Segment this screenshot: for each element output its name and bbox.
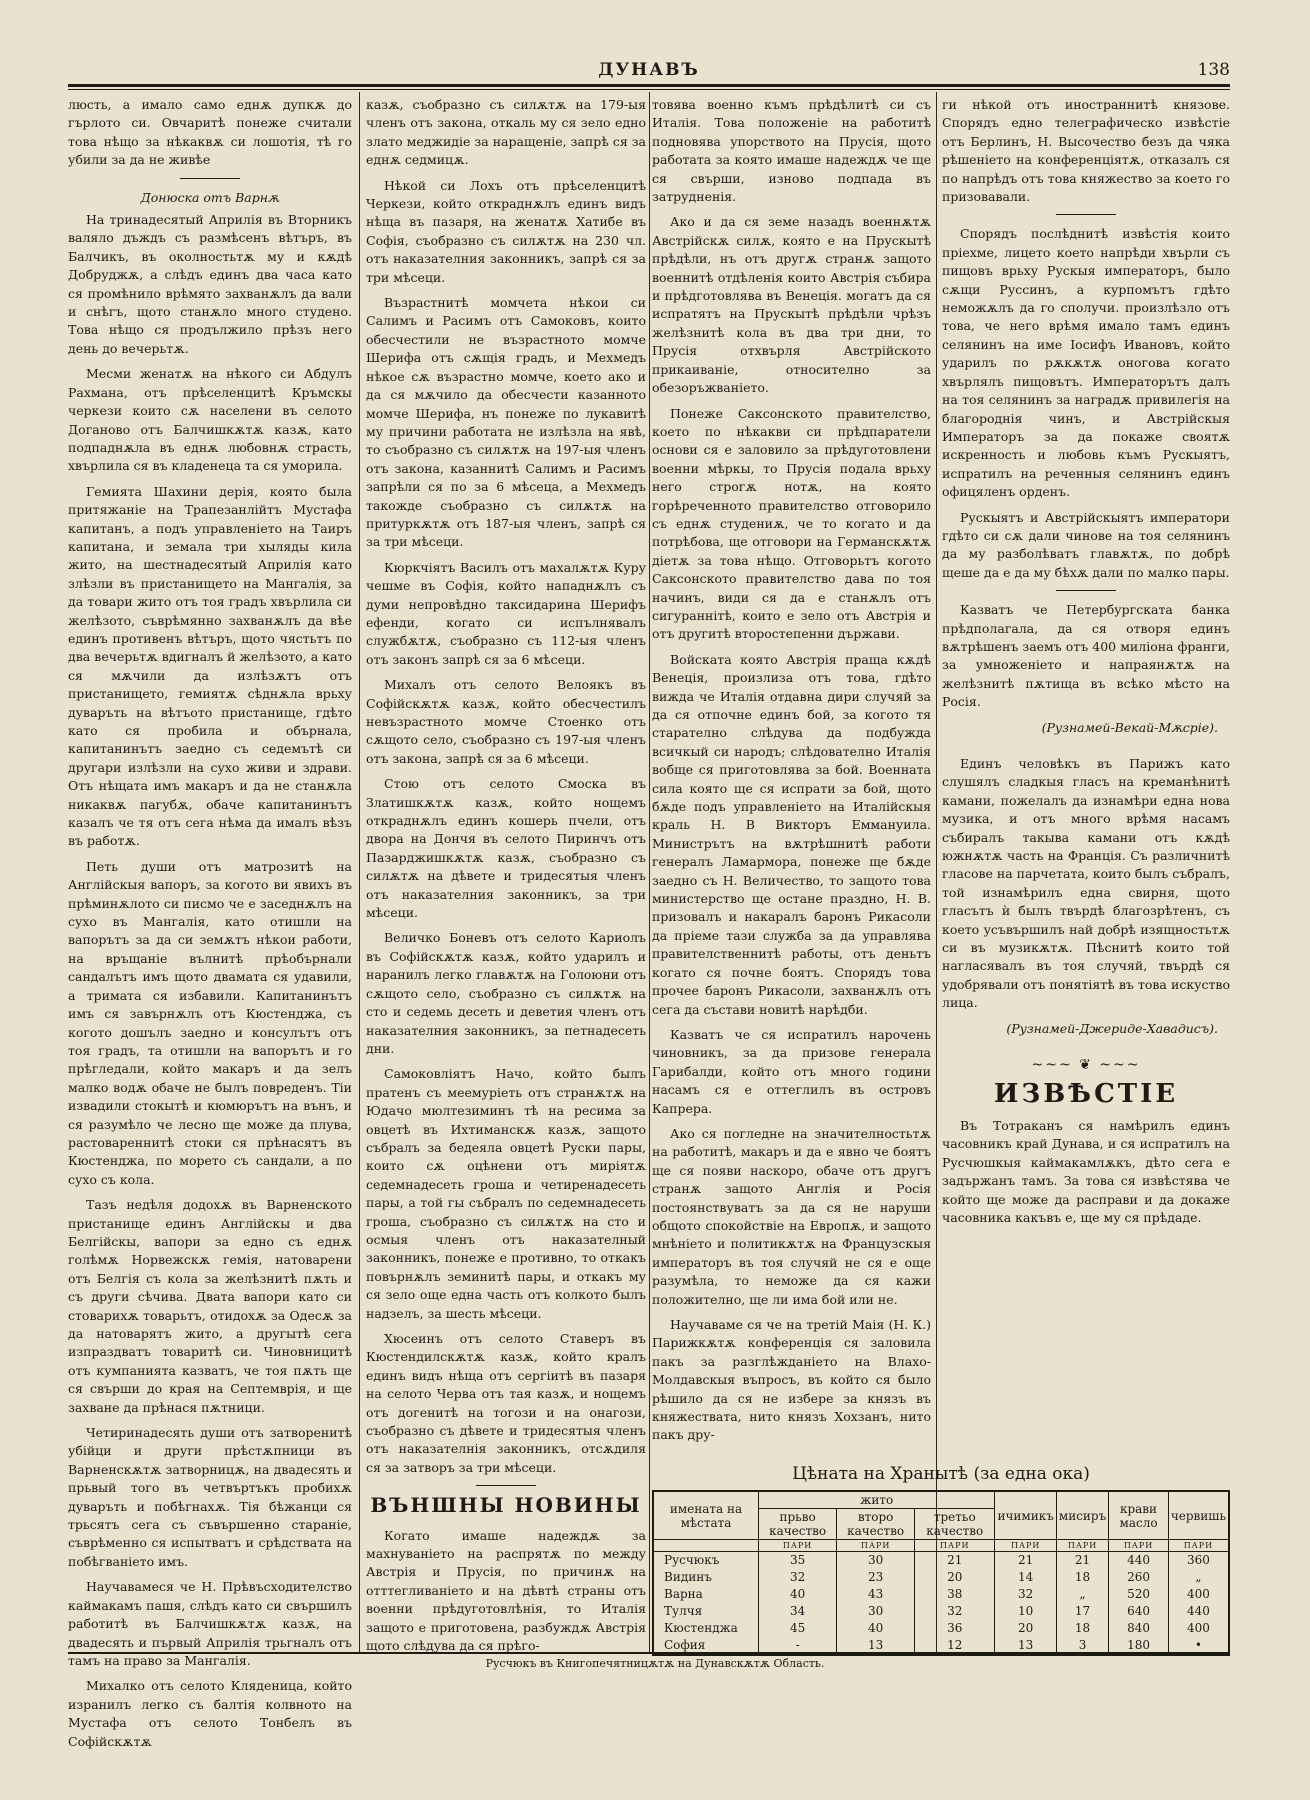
paragraph: Ако ся погледне на значителностьтѫ на работитѣ, макаръ и да е явно че боятъ ще ся появи наскоро, обаче отъ другъ странѫ защото Англія и Росія постоянствуватъ за да ся не наруши общото спокойствіе на Европѫ, и защото мнѣніето и политикѫтѫ на Французскыя императоръ въ тоя случяй не ся е още разумѣла, то неможе да ся кажи положително, ще ли има бой или не. (652, 1125, 931, 1307)
paragraph: Войската която Австрія праща кѫдѣ Венеція, произлиза отъ това, гдѣто вижда че Италія отдавна дири случяй за да ся отпочне единъ бой, за когото тя старателно слѣдува да подбужда всичкый си народъ; слѣдователно Италія вобще ся приготовлява за бой. Военната сила която ще ся испрати за бой, щото бѫде подъ управленіето на Италійскыя краль Н. В Викторъ Еммануила. Министрътъ на вѫтрѣшнитѣ работи генералъ Ламармора, понеже ще бѫде заедно съ Н. Величество, то защото това министерство ще остане праздно, Н. В. призовалъ и накаралъ баронъ Рикасоли да пріеме тази служба за да управлява правителственнитѣ работы, отъ деньтъ когато ся почне боятъ. Спорядъ това прочее баронъ Рикасоли, захванѫлъ отъ сега да състави новитѣ нарѣдби. (652, 651, 931, 1017)
price-cell: 440 (1109, 1552, 1169, 1570)
paragraph: Стою отъ селото Смоска въ Златишкѫтѫ казѫ, който нощемъ откраднѫлъ единъ кошерь пчели, отъ двора на Дончя въ селото Пиринчъ отъ Пазарджишкѫтѫ казѫ, съобразно съ силѫтѫ на дѣвете и тридесятыя членъ отъ наказателния законникъ, за три мѣсеци. (366, 776, 646, 921)
separator (476, 1485, 536, 1486)
price-cell: 45 (759, 1620, 837, 1637)
masthead-rule-thin (68, 89, 1230, 90)
table-row (653, 1552, 1229, 1570)
paragraph: ги нѣкой отъ иностраннитѣ князове. Спорядъ едно телеграфическо извѣстіе отъ Берлинъ, Н. Высочество безъ да чяка рѣшеніето на конференціятѫ, отказалъ ся по напрѣдъ отъ това княжество за което го призовавали. (942, 97, 1230, 205)
price-cell: 38 (915, 1586, 995, 1603)
paragraph: Понеже Саксонското правителство, което по нѣкакви си прѣдпаратели основи ся е заловило за прѣдуготовлени военни мѣркы, то Прусія подала врьху него строгѫ нотѫ, на която горѣреченното правителство отговорило съ еднѫ студениѫ, че то когато и да потрѣбова, ще отговори на Германскѫтѫ діетѫ за това нѣщо. Отговорьтъ когото Саксонското правителство дава по тоя начинъ, види ся да е станѫлъ отъ сигураннітѣ, които е зело отъ Австрія и отъ другитѣ второстепенни държави. (652, 405, 931, 642)
paragraph: казѫ, съобразно съ силѫтѫ на 179-ыя членъ отъ закона, откаль му ся зело едно злато меджидіе за наращеніе, запрѣ ся за еднѫ седмицѫ. (366, 97, 646, 168)
header-q3: третьо качество (915, 1509, 995, 1540)
price-cell: 20 (915, 1569, 995, 1586)
paragraph: Възрастнитѣ момчета нѣкои си Салимъ и Расимъ отъ Самоковъ, които обесчестили не възрастното момче Шерифа отъ сѫщія градъ, и Мехмедъ нѣкое сѫ възрастно момче, което ако и да ся мѫчило да обесчести казанното момче Шерифа, нъ понеже по лукавитѣ му причини работата не излѣзла на явѣ, то съобразно съ силѫтѫ на 197-ыя членъ отъ закона, казаннитѣ Салимъ и Расимъ запрѣли ся по за 6 мѣсеца, а Мехмедъ такожде съобразно съ силѫтѫ на притуркѫтѫ отъ 187-ыя членъ, запрѣ ся за три мѣсеци. (366, 295, 646, 550)
unit-cell (653, 1540, 759, 1552)
paragraph: Когато имаше надеждѫ за махнуваніето на распрятѫ по между Австрія и Прусія, по причинѫ на отттегливаніето и на дѣвтѣ страны отъ военни прѣдуготовлѣнія, то Италія защото е приготовена, разбуждѫ Австрія щото слѣдува да ся прѣго- (366, 1527, 646, 1654)
price-cell: 43 (837, 1586, 915, 1603)
price-cell: 12 (915, 1637, 995, 1655)
unit-cell: ПАРИ (759, 1540, 837, 1552)
paragraph: Казватъ че ся испратилъ нарочень чиновникъ, за да призове генерала Гарибалди, който отъ много години насамъ ся е оттеглилъ въ островъ Капрера. (652, 1026, 931, 1116)
column-3 (652, 96, 931, 1456)
header-butter: крави масло (1109, 1491, 1169, 1540)
newspaper-title: ДУНАВЪ (598, 60, 700, 80)
place-cell: Видинъ (653, 1569, 759, 1586)
paragraph: Тазъ недѣля додохѫ въ Варненското пристанище единъ Англійскы и два Белгійскы, вапори за едно съ еднѫ голѣмѫ Норвежскѫ гемія, натоварени отъ Белгія съ кола за желѣзнитѣ пѫть и съ други сѣчива. Двата вапори като си стоварихѫ товарьтъ, отидохѫ за Одесѫ за да натоварятъ жито, а другытѣ сега изпраздватъ товаритѣ си. Чиновницитѣ отъ кумпанията казватъ, че тоя пѫть ще ся свърши до края на Септемврія, и ще захване да прѣнася пѫтници. (68, 1197, 352, 1415)
paragraph: Петь души отъ матрозитѣ на Англійскыя вапоръ, за когото ви явихъ въ прѣминѫлото си писмо че е заседнѫлъ на сухо въ Мангалія, като отишли на вапорътъ за да си земѫтъ нѣкои работи, на връщаніе вълнитѣ прѣобърнали сандалътъ имъ щото двамата ся удавили, а тримата ся избавили. Капитанинътъ имъ ся завърнѫлъ отъ Кюстенджа, съ когото дошълъ заедно и консулътъ отъ тоя градъ, та отишли на вапорътъ и го прѣгледали, който макаръ и да зелъ малко водѫ обаче не былъ повреденъ. Тіи извадили стокытѣ и кюмюрътъ на вънъ, и ся разумѣло че лесно ще може да плува, растовареннитѣ стоки ся прѣнасятъ въ Кюстенджа, по морето съ сандали, а по сухо съ кола. (68, 858, 352, 1187)
price-cell: 34 (759, 1603, 837, 1620)
price-cell: 13 (837, 1637, 915, 1655)
place-cell: Тулчя (653, 1603, 759, 1620)
unit-cell: ПАРИ (1056, 1540, 1108, 1552)
place-cell: Кюстенджа (653, 1620, 759, 1637)
header-corn: мисиръ (1056, 1491, 1108, 1540)
price-cell: 21 (915, 1552, 995, 1570)
paragraph: Казватъ че Петербургската банка прѣдполагала, да ся отворя единъ вѫтрѣшенъ заемъ отъ 400 миліона франги, за умноженіето и напраянѫтѫ на желѣзнитѣ пѫтища въ всѣко мѣсто на Росія. (942, 602, 1230, 710)
price-cell: 13 (995, 1637, 1056, 1655)
paragraph: Рускыятъ и Австрійскыятъ императори гдѣто си сѫ дали чинове на тоя селянинъ да му разболѣватъ главѫтѫ, по добрѣ щеше да е да му бѣхѫ дали по малко пары. (942, 509, 1230, 580)
paragraph: Ако и да ся земе назадъ военнѫтѫ Австрійскѫ силѫ, която е на Прускытѣ прѣдѣли, нъ отъ другѫ странѫ защото военнитѣ отдѣленія които Австрія събира и прѣдготовлява въ Венеція. могатъ да ся испратятъ на Прускытѣ прѣдѣли чрѣзъ желѣзнитѣ кола въ два три дни, то Прусія отхвърля Австрійското прикаиваніе, относително за обезоръжваніето. (652, 214, 931, 396)
price-cell: - (759, 1637, 837, 1655)
price-cell: 40 (759, 1586, 837, 1603)
footer-rule (68, 1652, 1230, 1654)
separator (180, 178, 240, 179)
unit-cell: ПАРИ (1168, 1540, 1229, 1552)
table-row (653, 1586, 1229, 1603)
column-divider (936, 92, 937, 1652)
ornament-divider: ~~~ ❦ ~~~ (1031, 1057, 1141, 1074)
masthead (68, 58, 1230, 84)
section-heading-foreign-news: ВЪНШНЫ НОВИНЫ (370, 1493, 642, 1518)
page-number: 138 (1197, 60, 1230, 80)
place-cell: Русчюкъ (653, 1552, 759, 1570)
price-cell: 260 (1109, 1569, 1169, 1586)
column-4 (942, 96, 1230, 1456)
paragraph: Въ Тотраканъ ся намѣрилъ единъ часовникъ край Дунава, и ся испратилъ на Русчюшкыя каймакамлѫкъ, дѣто сега е задържанъ тамъ. За това ся извѣстява че който ще може да расправи и да докаже часовника какъвъ е, ще му ся прѣдаде. (942, 1117, 1230, 1225)
section-heading-notice: ИЗВѢСТІЕ (993, 1078, 1179, 1109)
paragraph: Самоковліятъ Начо, който былъ пратенъ съ меемуріеть отъ странѫтѫ на Юдачо мюлтезиминъ тѣ на ресима за овцетѣ въ Ихтиманскѫ казѫ, защото събралъ за бедеяла овцетѣ Руски пары, които сѫ оцѣнени отъ миріятѫ седемнадесеть гроша и четиренадесеть пары, а той гы събралъ по седемнадесеть гроша, съобразно съ силѫтѫ на сто и осмыя членъ отъ наказателный законникъ, понеже е противно, то откакъ повърнѫлъ земинитѣ пары, и откакъ му ся зело още една часть отъ колкото былъ надзелъ, за шесть мѣсеци. (366, 1066, 646, 1321)
price-cell: 30 (837, 1552, 915, 1570)
price-cell: 180 (1109, 1637, 1169, 1655)
paragraph: Научаваме ся че на третій Маія (Н. К.) Парижкѫтѫ конференція ся заловила пакъ за разглѣжданіето на Влахо-Молдавскыя въпросъ, въ който ся было рѣшило да ся не избере за князъ въ княжествата, нито князъ Хохзанъ, нито пакъ дру- (652, 1317, 931, 1443)
column-1 (68, 96, 352, 1749)
header-q2: второ качество (837, 1509, 915, 1540)
table-row (653, 1620, 1229, 1637)
grain-price-table (652, 1464, 1230, 1656)
price-cell: „ (1168, 1569, 1229, 1586)
column-divider (359, 92, 360, 1652)
price-cell: 440 (1168, 1603, 1229, 1620)
price-cell: • (1168, 1637, 1229, 1655)
price-cell: 18 (1056, 1620, 1108, 1637)
paragraph: Гемията Шахини дерія, която была притяжаніе на Трапезанлійтъ Мустафа капитанъ, а подъ управленіето на Таиръ капитана, и земала три хыляды кила жито, на шестнадесятый Априлія като злѣзли въ пристанището на Мангалія, за да товари жито отъ тоя градъ хвърлила си желѣзото, съврѣмянно захванѫлъ да вѣе единъ противенъ вѣтъръ, щото чястьтъ по два вечерьтѫ вдигналъ й желѣзото, а като ся мѫчили да излѣзѫтъ отъ пристанището, гемиятѫ сѣднѫла врьху дуваръть на вѣтъото пристанище, гдѣто като ся пробила и обърнала, капитанинътъ заедно съ седемътѣ си другари излѣзли на сухо живи и здрави. Отъ нѣщата имъ макаръ и да не станѫла никаквѫ пагубѫ, обаче капитанинътъ казалъ че тя отъ сега нѣма да ималъ вѣзъ въ работѫ. (68, 483, 352, 849)
separator (1056, 214, 1116, 215)
paragraph: Нѣкой си Лохъ отъ прѣселенцитѣ Черкези, който откраднѫлъ единъ видъ нѣща въ пазаря, на женатѫ Хатибе въ Софія, съобразно съ силѫтѫ на 230 чл. отъ наказателния законникъ, запрѣ ся за три мѣсеци. (366, 177, 646, 285)
correspondence-heading: Донюска отъ Варнѫ (140, 189, 280, 205)
unit-cell: ПАРИ (837, 1540, 915, 1552)
separator (1056, 590, 1116, 591)
table-row (653, 1603, 1229, 1620)
paragraph: Михалъ отъ селото Велоякъ въ Софійскѫтѫ казѫ, който обесчестилъ невъзрастното момче Стоенко отъ сѫщото село, съобразно съ 197-ыя членъ отъ закона, запрѣ ся за 6 мѣсеци. (366, 677, 646, 766)
paragraph: Спорядъ послѣднитѣ извѣстія които пріехме, лицето което напрѣди хвърли съ пищовъ врьху Рускыя императоръ, было сѫщи Руссинъ, а курпомътъ гдѣто неможѫлъ да го сполучи. произлѣзло отъ това, че него врѣмя имало тамъ единъ селянинъ на име Іосифъ Ивановъ, който ударилъ по рѫкѫтѫ оногова когато хвърлялъ пищовътъ. Императорътъ далъ на тоя селянинъ за наградѫ привилегія на благороднія чинъ, и Австрійскыя Императоръ за да покаже своятѫ искренность и любовь къмъ Рускыятъ, испратилъ на реченныя селянинъ единъ офицяленъ орденъ. (942, 226, 1230, 500)
unit-cell: ПАРИ (1109, 1540, 1169, 1552)
table-row (653, 1569, 1229, 1586)
price-table-title: Цѣната на Хранытѣ (за една ока) (792, 1464, 1090, 1484)
price-cell: 32 (759, 1569, 837, 1586)
price-cell: 32 (915, 1603, 995, 1620)
header-barley: ичимикъ (995, 1491, 1056, 1540)
paragraph: Четиринадесять души отъ затворенитѣ убійци и други прѣстѫпници въ Варненскѫтѫ затворницѫ, на двадесять и прьвый того въ четвъртъкъ пробихѫ дуваръть и побѣгнахѫ. Тія бѣжанци ся трьсятъ сега съ съвършенно стараніе, съврѣменно ся испытватъ и срѣдствата на побѣгваніето имъ. (68, 1425, 352, 1569)
paragraph: люсть, а имало само еднѫ дупкѫ до гърлото си. Овчаритѣ понеже считали това нѣщо за нѣкаквѫ си лошотія, тѣ го убили за да не живѣе (68, 97, 352, 168)
source-attribution: (Рузнамей-Векай-Мѫсріе). (1041, 719, 1218, 735)
printer-imprint: Русчюкъ въ Книгопечятницѫтѫ на Дунавскѫтѫ Область. (485, 1657, 825, 1670)
paragraph: Михалко отъ селото Кляденица, който изранилъ легко съ балтія колвното на Мустафа отъ селото Тонбелъ въ Софійскѫтѫ (68, 1678, 352, 1749)
price-cell: „ (1056, 1586, 1108, 1603)
price-cell: 23 (837, 1569, 915, 1586)
price-cell: 840 (1109, 1620, 1169, 1637)
paragraph: Величко Боневъ отъ селото Кариолъ въ Софійскѫтѫ казѫ, който ударилъ и наранилъ легко главѫтѫ на Голоюни отъ сѫщото село, съобразно съ силѫтѫ на сто и седемь десеть и деветия членъ отъ наказателния законникъ, за петнадесеть дни. (366, 930, 646, 1056)
price-cell: 360 (1168, 1552, 1229, 1570)
column-2 (366, 96, 646, 1654)
price-cell: 10 (995, 1603, 1056, 1620)
header-wheat: жито (759, 1491, 995, 1509)
price-cell: 18 (1056, 1569, 1108, 1586)
price-cell: 640 (1109, 1603, 1169, 1620)
price-table (652, 1490, 1230, 1656)
paragraph: Месми женатѫ на нѣкого си Абдулъ Рахмана, отъ прѣселенцитѣ Кръмскы черкези които сѫ населени въ селото Доганово отъ Балчишкѫтѫ казѫ, като подпаднѫла въ еднѫ любовнѫ страсть, хвърлила ся въ кладенеца та ся уморила. (68, 366, 352, 474)
price-cell: 40 (837, 1620, 915, 1637)
paragraph: Единъ человѣкъ въ Парижъ като слушялъ сладкыя гласъ на кремaнѣнитѣ камани, пожелалъ да изнамѣри една нова музика, и отъ много врѣмя насамъ събиралъ такыва камани отъ кѫдѣ южнѫтѫ часть на Франція. Съ различнитѣ гласове на парчетата, които былъ събралъ, той изнамѣрилъ една свирня, щото гласътъ ѝ былъ твърдѣ благозрѣтенъ, съ което усъвършилъ най добрѣ изящностьтѫ си въ музикѫтѫ. Пѣснитѣ които той нагласявалъ въ тоя случяй, твърдѣ ся удобрявали отъ понятіятѣ въ това искуство лица. (942, 756, 1230, 1011)
price-cell: 400 (1168, 1586, 1229, 1603)
unit-cell: ПАРИ (915, 1540, 995, 1552)
price-cell: 3 (1056, 1637, 1108, 1655)
place-cell: София (653, 1637, 759, 1655)
price-cell: 400 (1168, 1620, 1229, 1637)
price-cell: 35 (759, 1552, 837, 1570)
paragraph: На тринадесятый Априлія въ Вторникъ валяло дъждъ съ размѣсенъ вѣтъръ, въ Балчикъ, въ околностьтѫ му и кѫдѣ Добруджѫ, а слѣдъ единъ два часа като ся промѣнило врѣмято захванѫлъ да вали и снѣгъ, щото станѫло много студено. Това нѣщо ся продължило прѣзъ него день до вечерьтѫ. (68, 212, 352, 356)
unit-cell: ПАРИ (995, 1540, 1056, 1552)
masthead-rule (68, 84, 1230, 87)
price-cell: 520 (1109, 1586, 1169, 1603)
paragraph: Кюркчіятъ Василъ отъ махалѫтѫ Куру чешме въ Софія, който нападнѫлъ съ думи непровѣдно таксидарина Шерифъ ефенди, когато си испълнявалъ службѫтѫ, съобразно съ 112-ыя членъ отъ законъ запрѣ ся за 6 мѣсеци. (366, 559, 646, 667)
price-cell: 21 (995, 1552, 1056, 1570)
price-cell: 17 (1056, 1603, 1108, 1620)
price-cell: 32 (995, 1586, 1056, 1603)
price-cell: 14 (995, 1569, 1056, 1586)
header-place: имената на мѣстата (653, 1491, 759, 1540)
paragraph: Хюсеинъ отъ селото Ставеръ въ Кюстендилскѫтѫ казѫ, който кралъ единъ видъ нѣща отъ сергіитѣ въ пазаря на селото Черва отъ тая казѫ, и нощемъ отъ догенитѣ на тогози и на онагози, съобразно съ дѣвете и тридесятыя членъ отъ наказателнія законникъ, отсѫдиля ся за затворъ за три мѣсеци. (366, 1331, 646, 1475)
header-worms: червишь (1168, 1491, 1229, 1540)
column-divider (649, 92, 650, 1652)
price-cell: 20 (995, 1620, 1056, 1637)
source-attribution: (Рузнамей-Джериде-Хавадисъ). (1006, 1020, 1218, 1036)
header-q1: прьво качество (759, 1509, 837, 1540)
place-cell: Варна (653, 1586, 759, 1603)
paragraph: Научавамеся че Н. Прѣвъсходителство каймакамъ пашя, слѣдъ като си свършилъ работитѣ въ Балчишкѫтѫ казѫ, на двадесять и първый Априлія трьгналъ отъ тамъ на право за Мангалія. (68, 1579, 352, 1668)
price-cell: 21 (1056, 1552, 1108, 1570)
paragraph: товява военно къмъ прѣдѣлитѣ си съ Италія. Това положеніе на работитѣ подновява упорството на Прусія, щото работата за която имаше надеждѫ че ще ся свърши, изново подпада въ затрудненія. (652, 97, 931, 205)
price-cell: 36 (915, 1620, 995, 1637)
price-cell: 30 (837, 1603, 915, 1620)
